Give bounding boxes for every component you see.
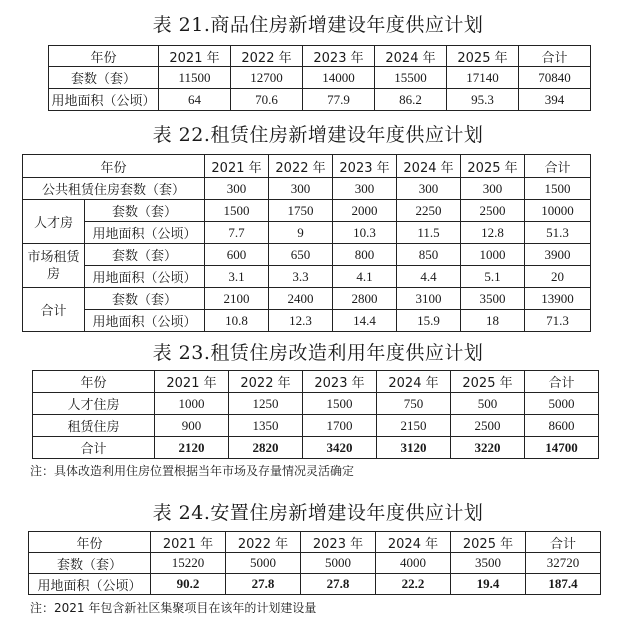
table-cell: 650	[269, 244, 333, 266]
table-cell: 12.3	[269, 310, 333, 332]
row-label: 合计	[33, 437, 155, 459]
header-cell: 2023 年	[303, 46, 375, 67]
header-cell: 2024 年	[377, 371, 451, 393]
header-cell: 2022 年	[269, 155, 333, 178]
table-cell: 10.8	[205, 310, 269, 332]
row-label: 公共租赁住房套数（套）	[23, 178, 205, 200]
table-cell: 70.6	[231, 89, 303, 111]
table-cell: 3500	[461, 288, 525, 310]
row-label: 用地面积（公顷）	[85, 266, 205, 288]
row-label: 套数（套）	[85, 200, 205, 222]
table-cell: 800	[333, 244, 397, 266]
header-cell: 2024 年	[397, 155, 461, 178]
table-cell: 3120	[377, 437, 451, 459]
row-label: 套数（套）	[85, 244, 205, 266]
row-label: 用地面积（公顷）	[29, 574, 151, 595]
table-cell: 5000	[525, 393, 599, 415]
header-cell: 合计	[519, 46, 591, 67]
table-cell: 300	[205, 178, 269, 200]
header-cell: 合计	[526, 532, 601, 553]
table-cell: 3100	[397, 288, 461, 310]
table-cell: 11500	[159, 67, 231, 89]
header-cell: 年份	[49, 46, 159, 67]
table-cell: 2500	[451, 415, 525, 437]
table-cell: 22.2	[376, 574, 451, 595]
table-cell: 300	[397, 178, 461, 200]
header-cell: 2021 年	[151, 532, 226, 553]
table-cell: 1750	[269, 200, 333, 222]
table-cell: 86.2	[375, 89, 447, 111]
table-row	[23, 244, 591, 266]
header-cell: 2021 年	[205, 155, 269, 178]
table21-title: 表 21.商品住房新增建设年度供应计划	[152, 14, 484, 36]
table-cell: 20	[525, 266, 591, 288]
row-label: 套数（套）	[49, 67, 159, 89]
row-label: 套数（套）	[29, 553, 151, 574]
table-cell: 12.8	[461, 222, 525, 244]
table-cell: 10.3	[333, 222, 397, 244]
table-cell: 4.1	[333, 266, 397, 288]
table-cell: 1250	[229, 393, 303, 415]
table-cell: 17140	[447, 67, 519, 89]
row-label: 套数（套）	[85, 288, 205, 310]
table-cell: 750	[377, 393, 451, 415]
group-label: 市场租赁房	[23, 244, 85, 288]
group-label: 人才房	[23, 200, 85, 244]
table-cell: 71.3	[525, 310, 591, 332]
table22-title: 表 22.租赁住房新增建设年度供应计划	[152, 124, 484, 146]
header-cell: 2024 年	[376, 532, 451, 553]
table-cell: 3.3	[269, 266, 333, 288]
table-header-row	[49, 46, 591, 67]
header-cell: 2022 年	[229, 371, 303, 393]
table-cell: 51.3	[525, 222, 591, 244]
table-cell: 850	[397, 244, 461, 266]
table-cell: 90.2	[151, 574, 226, 595]
row-label: 用地面积（公顷）	[85, 310, 205, 332]
table-header-row	[33, 371, 599, 393]
table-cell: 4.4	[397, 266, 461, 288]
table-cell: 600	[205, 244, 269, 266]
table-cell: 64	[159, 89, 231, 111]
table-row	[23, 178, 591, 200]
table-cell: 5000	[301, 553, 376, 574]
row-label: 租赁住房	[33, 415, 155, 437]
table-cell: 2000	[333, 200, 397, 222]
table-cell: 14700	[525, 437, 599, 459]
table-cell: 15220	[151, 553, 226, 574]
table-cell: 1500	[525, 178, 591, 200]
header-cell: 2021 年	[155, 371, 229, 393]
table-row	[33, 415, 599, 437]
table-cell: 12700	[231, 67, 303, 89]
table-cell: 5.1	[461, 266, 525, 288]
table-cell: 300	[461, 178, 525, 200]
header-cell: 合计	[525, 371, 599, 393]
table-cell: 7.7	[205, 222, 269, 244]
table-cell: 900	[155, 415, 229, 437]
table-cell: 9	[269, 222, 333, 244]
header-cell: 2022 年	[231, 46, 303, 67]
table-row	[49, 89, 591, 111]
table-cell: 27.8	[226, 574, 301, 595]
table-cell: 1000	[155, 393, 229, 415]
header-cell: 2025 年	[461, 155, 525, 178]
table-cell: 1000	[461, 244, 525, 266]
table-cell: 10000	[525, 200, 591, 222]
table-cell: 15500	[375, 67, 447, 89]
header-cell: 2025 年	[447, 46, 519, 67]
table-row	[23, 200, 591, 222]
table-row	[23, 310, 591, 332]
table-cell: 11.5	[397, 222, 461, 244]
table24-note: 注：2021 年包含新社区集聚项目在该年的计划建设量	[30, 601, 317, 615]
header-cell: 年份	[29, 532, 151, 553]
table-cell: 18	[461, 310, 525, 332]
table-cell: 3420	[303, 437, 377, 459]
table-cell: 2820	[229, 437, 303, 459]
table-cell: 14000	[303, 67, 375, 89]
table-cell: 187.4	[526, 574, 601, 595]
header-cell: 年份	[23, 155, 205, 178]
row-label: 人才住房	[33, 393, 155, 415]
table-cell: 300	[269, 178, 333, 200]
table-cell: 1350	[229, 415, 303, 437]
table23-note: 注：具体改造利用住房位置根据当年市场及存量情况灵活确定	[30, 464, 355, 478]
table-row	[49, 67, 591, 89]
header-cell: 2023 年	[333, 155, 397, 178]
table-cell: 2250	[397, 200, 461, 222]
table-cell: 3.1	[205, 266, 269, 288]
table-cell: 394	[519, 89, 591, 111]
table-cell: 19.4	[451, 574, 526, 595]
table-cell: 13900	[525, 288, 591, 310]
header-cell: 2022 年	[226, 532, 301, 553]
table-row	[23, 266, 591, 288]
header-cell: 2023 年	[303, 371, 377, 393]
table-cell: 2800	[333, 288, 397, 310]
table22	[22, 154, 591, 332]
table-row	[23, 288, 591, 310]
group-label: 合计	[23, 288, 85, 332]
table-cell: 5000	[226, 553, 301, 574]
header-cell: 2025 年	[451, 371, 525, 393]
table-cell: 1500	[303, 393, 377, 415]
table24-title: 表 24.安置住房新增建设年度供应计划	[152, 502, 484, 524]
table23	[32, 370, 599, 459]
table-cell: 1500	[205, 200, 269, 222]
header-cell: 2021 年	[159, 46, 231, 67]
table-row	[33, 437, 599, 459]
table-cell: 2400	[269, 288, 333, 310]
header-cell: 2023 年	[301, 532, 376, 553]
table-cell: 32720	[526, 553, 601, 574]
table-cell: 27.8	[301, 574, 376, 595]
header-cell: 合计	[525, 155, 591, 178]
table24	[28, 531, 601, 595]
header-cell: 2025 年	[451, 532, 526, 553]
row-label: 用地面积（公顷）	[85, 222, 205, 244]
table-cell: 4000	[376, 553, 451, 574]
table-row	[23, 222, 591, 244]
table-cell: 8600	[525, 415, 599, 437]
table-row	[29, 574, 601, 595]
row-label: 用地面积（公顷）	[49, 89, 159, 111]
table-header-row	[23, 155, 591, 178]
table-cell: 2500	[461, 200, 525, 222]
table-row	[29, 553, 601, 574]
table-cell: 70840	[519, 67, 591, 89]
header-cell: 年份	[33, 371, 155, 393]
table-cell: 300	[333, 178, 397, 200]
table-row	[33, 393, 599, 415]
table-cell: 2150	[377, 415, 451, 437]
table-cell: 2100	[205, 288, 269, 310]
table-cell: 14.4	[333, 310, 397, 332]
table-header-row	[29, 532, 601, 553]
table-cell: 2120	[155, 437, 229, 459]
table-cell: 77.9	[303, 89, 375, 111]
table-cell: 3220	[451, 437, 525, 459]
table-cell: 3900	[525, 244, 591, 266]
table-cell: 15.9	[397, 310, 461, 332]
table21	[48, 45, 591, 111]
table-cell: 3500	[451, 553, 526, 574]
table-cell: 95.3	[447, 89, 519, 111]
table23-title: 表 23.租赁住房改造利用年度供应计划	[152, 342, 484, 364]
table-cell: 500	[451, 393, 525, 415]
header-cell: 2024 年	[375, 46, 447, 67]
table-cell: 1700	[303, 415, 377, 437]
